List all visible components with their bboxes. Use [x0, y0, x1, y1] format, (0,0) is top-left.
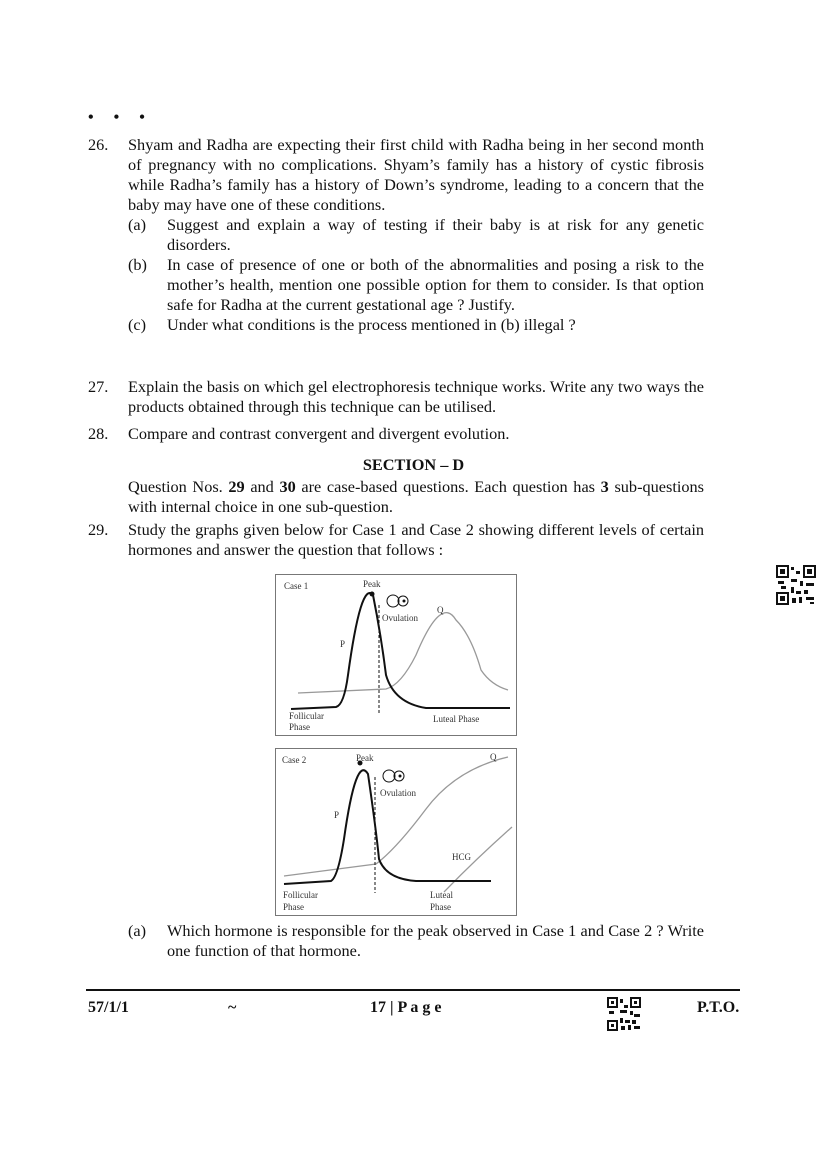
page-sep: | [386, 999, 398, 1016]
phase-label: Phase [283, 902, 304, 912]
sub-question-b [128, 255, 704, 315]
sub-text: In case of presence of one or both of the abnormalities and posing a risk to the mother’s health, mention one possible option for them to consider. Is that option safe for Radha at the current gestational age ? Justify. [167, 255, 704, 314]
intro-text: Question Nos. [128, 477, 229, 496]
question-number: 28. [88, 424, 109, 443]
peak-dot [370, 592, 375, 597]
curve-q [284, 757, 508, 876]
ovum-icon [387, 595, 408, 607]
peak-label: Peak [356, 753, 374, 763]
case-1-graph [275, 574, 517, 736]
sub-label: (c) [128, 315, 147, 334]
luteal-label: Luteal [430, 890, 453, 900]
intro-text: sub-questions with internal choice in one sub-question. [128, 477, 705, 516]
please-turn-over: P.T.O. [697, 999, 740, 1016]
question-text: Explain the basis on which gel electrophoresis technique works. Write any two ways the products obtained through this technique can be utilised. [128, 377, 704, 416]
phase-label: Phase [289, 722, 310, 732]
peak-label: Peak [363, 579, 381, 589]
intro-bold: 30 [279, 477, 296, 496]
page-word: P a g e [397, 999, 442, 1016]
sub-text: Suggest and explain a way of testing if their baby is at risk for any genetic disorders. [167, 215, 704, 254]
question-29 [88, 520, 704, 560]
curve-q [298, 613, 508, 693]
intro-text: are case-based questions. Each question has [295, 477, 601, 496]
ovulation-label: Ovulation [382, 613, 418, 623]
luteal-label: Luteal Phase [433, 714, 480, 724]
footer-divider [86, 989, 740, 991]
curve-p-label: P [334, 810, 340, 820]
sub-text: Under what conditions is the process mentioned in (b) illegal ? [167, 315, 576, 334]
sub-question-c [128, 315, 704, 335]
section-title: SECTION – D [362, 455, 465, 474]
intro-bold: 3 [600, 477, 609, 496]
section-intro [88, 477, 704, 517]
sub-label: (a) [128, 215, 147, 234]
sub-question-a [128, 215, 704, 255]
curve-q-label: Q [490, 752, 497, 762]
sub-label: (a) [128, 921, 147, 940]
footer-tilde: ~ [228, 999, 237, 1016]
qr-code-icon [776, 565, 816, 605]
ovulation-label: Ovulation [380, 788, 416, 798]
question-text: Compare and contrast convergent and divergent evolution. [128, 424, 510, 443]
intro-bold: 29 [228, 477, 245, 496]
question-29-part-a [88, 921, 704, 961]
page-num: 17 [370, 999, 386, 1016]
page-number [370, 998, 442, 1018]
question-28 [88, 424, 704, 444]
ovum-icon [383, 770, 404, 782]
question-number: 29. [88, 520, 109, 539]
header-dots: • • • [88, 109, 153, 126]
curve-q-label: Q [437, 605, 444, 615]
hcg-label: HCG [452, 852, 472, 862]
sub-text: Which hormone is responsible for the peak observed in Case 1 and Case 2 ? Write one function of that hormone. [167, 921, 704, 960]
question-number: 27. [88, 377, 109, 396]
question-text: Shyam and Radha are expecting their first child with Radha being in her second month of pregnancy with no complications. Shyam’s family has a history of cystic fibrosis while Radha’s family has a history of Down’s syndrome, leading to a concern that the baby may have one of these conditions. [128, 135, 704, 214]
question-text: Study the graphs given below for Case 1 and Case 2 showing different levels of certain hormones and answer the question that follows : [128, 520, 704, 559]
case-label: Case 1 [284, 581, 309, 591]
sub-label: (b) [128, 255, 147, 274]
curve-p-label: P [340, 639, 346, 649]
intro-text: and [244, 477, 280, 496]
footer-qr-code-icon [607, 997, 641, 1031]
case-label: Case 2 [282, 755, 307, 765]
follicular-label: Follicular [289, 711, 324, 721]
phase-label: Phase [430, 902, 451, 912]
follicular-label: Follicular [283, 890, 318, 900]
sub-question-a [128, 921, 704, 961]
question-27 [88, 377, 704, 417]
question-26 [88, 135, 704, 335]
case-2-graph [275, 748, 517, 916]
question-number: 26. [88, 135, 109, 154]
section-intro-text [128, 477, 704, 517]
paper-code: 57/1/1 [88, 999, 129, 1016]
